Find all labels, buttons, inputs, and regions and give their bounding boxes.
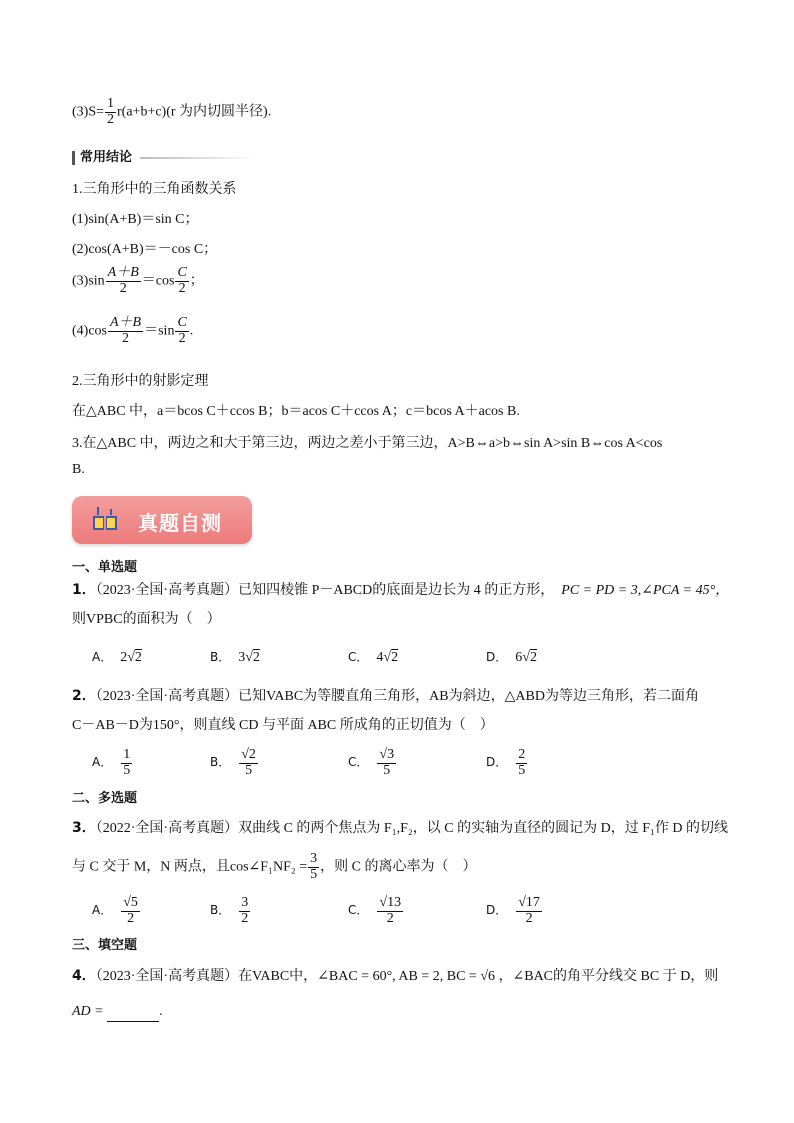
- section-divider: [140, 157, 260, 159]
- question-3-option-a[interactable]: A． $\frac{√5}{2}$: [92, 895, 138, 926]
- question-1-option-d[interactable]: D． 6√2: [486, 650, 537, 665]
- book-icon: [90, 504, 120, 534]
- question-3-line-2: 与 C 交于 M，N 两点，且cos∠F₁NF₂ = $\frac{3}{5}$ ，则 C 的离心率为（ ）: [72, 851, 477, 882]
- question-1-option-c[interactable]: C． 4√2: [348, 650, 399, 665]
- conclusion-2-title: 2.三角形中的射影定理: [72, 374, 209, 389]
- question-1-option-a[interactable]: A． 2√2: [92, 650, 142, 665]
- question-2-option-a[interactable]: A． $\frac{1}{5}$: [92, 747, 131, 778]
- fraction-half: $\frac{1}{2}$: [107, 96, 115, 127]
- section-fill-in: 三、填空题: [72, 938, 138, 953]
- question-4: 4．（2023·全国·高考真题）在VABC中，∠BAC = 60°, AB = 2, BC = √6 ，∠BAC的角平分线交 BC 于 D，则: [72, 968, 719, 984]
- conclusion-1-item-2: (2)cos(A+B)＝－cos C；: [72, 242, 218, 257]
- answer-blank[interactable]: [107, 1007, 159, 1022]
- question-2-option-b[interactable]: B． $\frac{√2}{5}$: [210, 747, 256, 778]
- question-3: 3．（2022·全国·高考真题）双曲线 C 的两个焦点为 F₁,F₂，以 C 的实轴为直径的圆记为 D，过 F₁作 D 的切线: [72, 820, 728, 836]
- question-1-option-b[interactable]: B． 3√2: [210, 650, 260, 665]
- section-header: 常用结论: [72, 146, 260, 165]
- section-multi-choice: 二、多选题: [72, 791, 138, 806]
- question-2-option-c[interactable]: C． $\frac{√3}{5}$: [348, 747, 395, 778]
- question-3-option-b[interactable]: B． $\frac{3}{2}$: [210, 895, 249, 926]
- conclusion-2-text: 在△ABC 中，a＝bcos C＋ccos B；b＝acos C＋ccos A；c＝bcos A＋acos B.: [72, 404, 520, 419]
- area-formula: (3)S= $\frac{1}{2}$ r(a+b+c)(r 为内切圆半径).: [72, 96, 272, 127]
- conclusion-3-line-1: 3.在△ABC 中，两边之和大于第三边，两边之差小于第三边，A>B⇔a>b⇔sin A>sin B⇔cos A<cos: [72, 436, 663, 451]
- question-4-line-2: AD = .: [72, 1002, 163, 1022]
- question-1-line-2: 则VPBC的面积为（ ）: [72, 612, 221, 627]
- question-1: 1．（2023·全国·高考真题）已知四棱锥 P－ABCD的底面是边长为 4 的正方形， PC = PD = 3,∠PCA = 45°，: [72, 582, 730, 598]
- section-single-choice: 一、单选题: [72, 560, 138, 575]
- question-3-option-d[interactable]: D． $\frac{√17}{2}$: [486, 895, 540, 926]
- banner-title: 真题自测: [138, 511, 222, 535]
- conclusion-1-item-1: (1)sin(A+B)＝sin C；: [72, 212, 199, 227]
- question-2-line-2: C－AB－D为150°，则直线 CD 与平面 ABC 所成角的正切值为（ ）: [72, 718, 494, 733]
- conclusion-1-item-3: (3)sin $\frac{A+B}{2}$ ＝cos $\frac{C}{2}$ ；: [72, 265, 204, 296]
- conclusion-3-line-2: B.: [72, 462, 85, 477]
- conclusion-1-title: 1.三角形中的三角函数关系: [72, 182, 237, 197]
- conclusion-1-item-4: (4)cos $\frac{A+B}{2}$ ＝sin $\frac{C}{2}$ .: [72, 315, 194, 346]
- section-bar-icon: [72, 151, 75, 165]
- section-banner: [72, 496, 252, 544]
- question-2-option-d[interactable]: D． $\frac{2}{5}$: [486, 747, 526, 778]
- question-2: 2．（2023·全国·高考真题）已知VABC为等腰直角三角形，AB为斜边，△ABD为等边三角形，若二面角: [72, 688, 699, 704]
- question-3-option-c[interactable]: C． $\frac{√13}{2}$: [348, 895, 402, 926]
